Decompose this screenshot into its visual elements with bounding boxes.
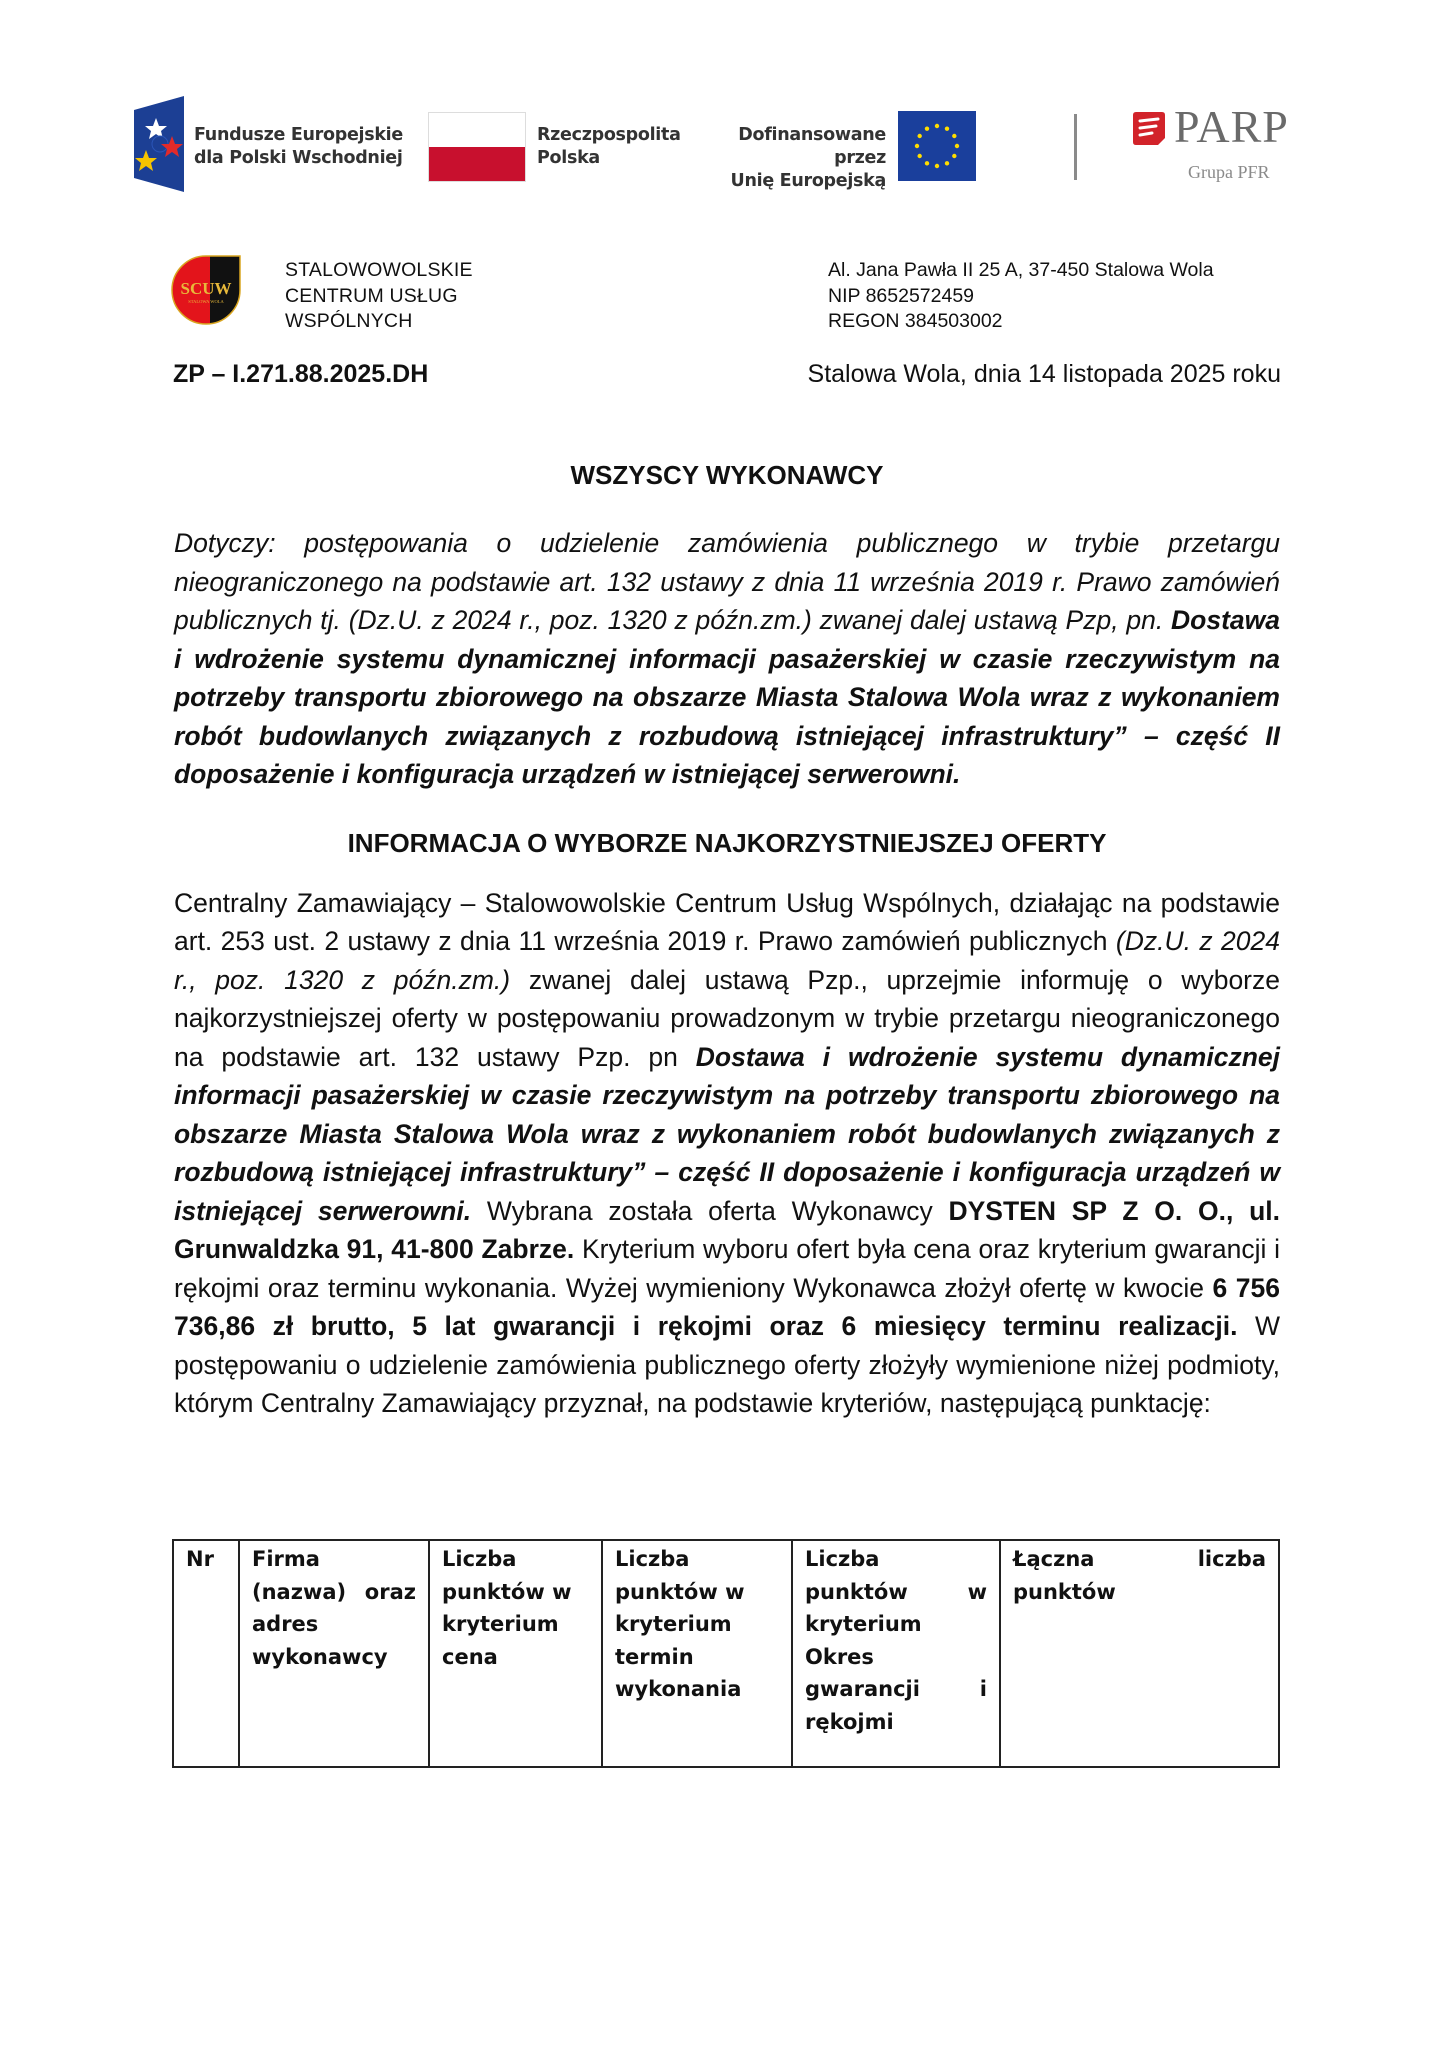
logo-divider <box>1074 114 1077 180</box>
parp-subtitle: Grupa PFR <box>1188 162 1270 182</box>
col-header-price-points: Liczba punktów w kryterium cena <box>429 1540 602 1767</box>
address-line: Al. Jana Pawła II 25 A, 37-450 Stalowa Wola <box>828 259 1214 281</box>
parp-logo-text: PARP <box>1174 101 1289 152</box>
table-header-row <box>173 1540 1279 1767</box>
eu-funding-label: Dofinansowane przez Unię Europejską <box>730 125 886 191</box>
col-header-company: Firma (nazwa) oraz adres wykonawcy <box>239 1540 429 1767</box>
eu-star-icon <box>945 161 949 165</box>
col-header-warranty-points: Liczba punktów w kryterium Okres gwarancji i rękojmi <box>792 1540 1000 1767</box>
document-date: Stalowa Wola, dnia 14 listopada 2025 roku <box>807 360 1281 388</box>
procurement-title: Dostawa i wdrożenie systemu dynamicznej informacji pasażerskiej w czasie rzeczywistym na potrzeby transportu zbiorowego na obszarze Miasta Stalowa Wola wraz z wykonaniem robót budowlanych związanych z rozbudową istniejącej infrastruktury” – część II doposażenie i konfiguracja urządzeń w istniejącej serwerowni. <box>174 1041 1280 1226</box>
subject-title: Dostawa i wdrożenie systemu dynamicznej informacji pasażerskiej w czasie rzeczywistym na potrzeby transportu zbiorowego na obszarze Miasta Stalowa Wola wraz z wykonaniem robót budowlanych związanych z rozbudową istniejącej infrastruktury” – część II doposażenie i konfiguracja urządzeń w istniejącej serwerowni. <box>174 605 1280 789</box>
reference-number: ZP – I.271.88.2025.DH <box>173 360 429 388</box>
info-heading: INFORMACJA O WYBORZE NAJKORZYSTNIEJSZEJ OFERTY <box>347 827 1107 858</box>
scuw-logo-subtext: STALOWA WOLA <box>188 299 224 304</box>
decision-paragraph: Centralny Zamawiający – Stalowowolskie Centrum Usług Wspólnych, działając na podstawie art. 253 ust. 2 ustawy z dnia 11 września 2019 r. Prawo zamówień publicznych (Dz.U. z 2024 r., poz. 1320 z późn.zm.) zwanej dalej ustawą Pzp., uprzejmie informuję o wyborze najkorzystniejszej oferty w postępowaniu prowadzonym w trybie przetargu nieograniczonego na podstawie art. 132 ustawy Pzp. pn Dostawa i wdrożenie systemu dynamicznej informacji pasażerskiej w czasie rzeczywistym na potrzeby transportu zbiorowego na obszarze Miasta Stalowa Wola wraz z wykonaniem robót budowlanych związanych z rozbudową istniejącej infrastruktury” – część II doposażenie i konfiguracja urządzeń w istniejącej serwerowni. Wybrana została oferta Wykonawcy DYSTEN SP Z O. O., ul. Grunwaldzka 91, 41-800 Zabrze. Kryterium wyboru ofert była cena oraz kryterium gwarancji i rękojmi oraz terminu wykonania. Wyżej wymieniony Wykonawca złożył ofertę w kwocie 6 756 736,86 zł brutto, 5 lat gwarancji i rękojmi oraz 6 miesięcy terminu realizacji. W postępowaniu o udzielenie zamówienia publicznego oferty złożyły wymienione niżej podmioty, którym Centralny Zamawiający przyznał, na podstawie kryteriów, następującą punktację: <box>174 887 1281 1418</box>
document-body <box>174 460 1280 1423</box>
eu-star-icon <box>935 164 939 168</box>
institution-name: STALOWOWOLSKIE CENTRUM USŁUG WSPÓLNYCH <box>285 259 473 332</box>
funds-europe-label: Fundusze Europejskie dla Polski Wschodniej <box>194 125 403 168</box>
col-header-nr: Nr <box>173 1540 239 1767</box>
eu-star-icon <box>917 154 921 158</box>
winning-contractor: DYSTEN SP Z O. O., ul. Grunwaldzka 91, 41-800 Zabrze. <box>174 1195 1280 1264</box>
eu-star-icon <box>915 144 919 148</box>
eu-star-icon <box>925 161 929 165</box>
institution-address <box>828 258 1214 335</box>
nip-line: NIP 8652572459 <box>828 284 975 307</box>
recipients-heading: WSZYSCY WYKONAWCY <box>570 460 884 490</box>
subject-paragraph <box>174 524 1280 794</box>
eu-star-icon <box>917 134 921 138</box>
eu-star-icon <box>925 126 929 130</box>
parp-mark-icon <box>1132 110 1166 146</box>
eu-star-icon <box>955 144 959 148</box>
regon-line: REGON 384503002 <box>828 310 1003 332</box>
col-header-term-points: Liczba punktów w kryterium termin wykonania <box>602 1540 792 1767</box>
polish-flag-icon <box>428 112 526 182</box>
col-header-total-points: Łączna liczba punktów <box>1000 1540 1279 1767</box>
eu-star-icon <box>945 126 949 130</box>
scuw-logo-icon <box>170 254 242 326</box>
scuw-logo-text: SCUW <box>180 279 232 298</box>
winning-offer-details: 6 756 736,86 zł brutto, 5 lat gwarancji i rękojmi oraz 6 miesięcy terminu realizacji. <box>174 1272 1280 1341</box>
funds-europe-star-icon <box>132 96 186 192</box>
eu-star-icon <box>952 154 956 158</box>
eu-flag-icon <box>898 111 976 181</box>
eu-star-icon <box>935 124 939 128</box>
scoring-table <box>172 1539 1280 1768</box>
polish-republic-label: Rzeczpospolita Polska <box>537 125 681 168</box>
eu-star-icon <box>952 134 956 138</box>
funding-logos-bar <box>132 96 1322 196</box>
subject-intro: Dotyczy: postępowania o udzielenie zamówienia publicznego w trybie przetargu nieograniczonego na podstawie art. 132 ustawy z dnia 11 września 2019 r. Prawo zamówień publicznych tj. (Dz.U. z 2024 r., poz. 1320 z późn.zm.) zwanej dalej ustawą Pzp, pn. <box>174 528 1280 635</box>
